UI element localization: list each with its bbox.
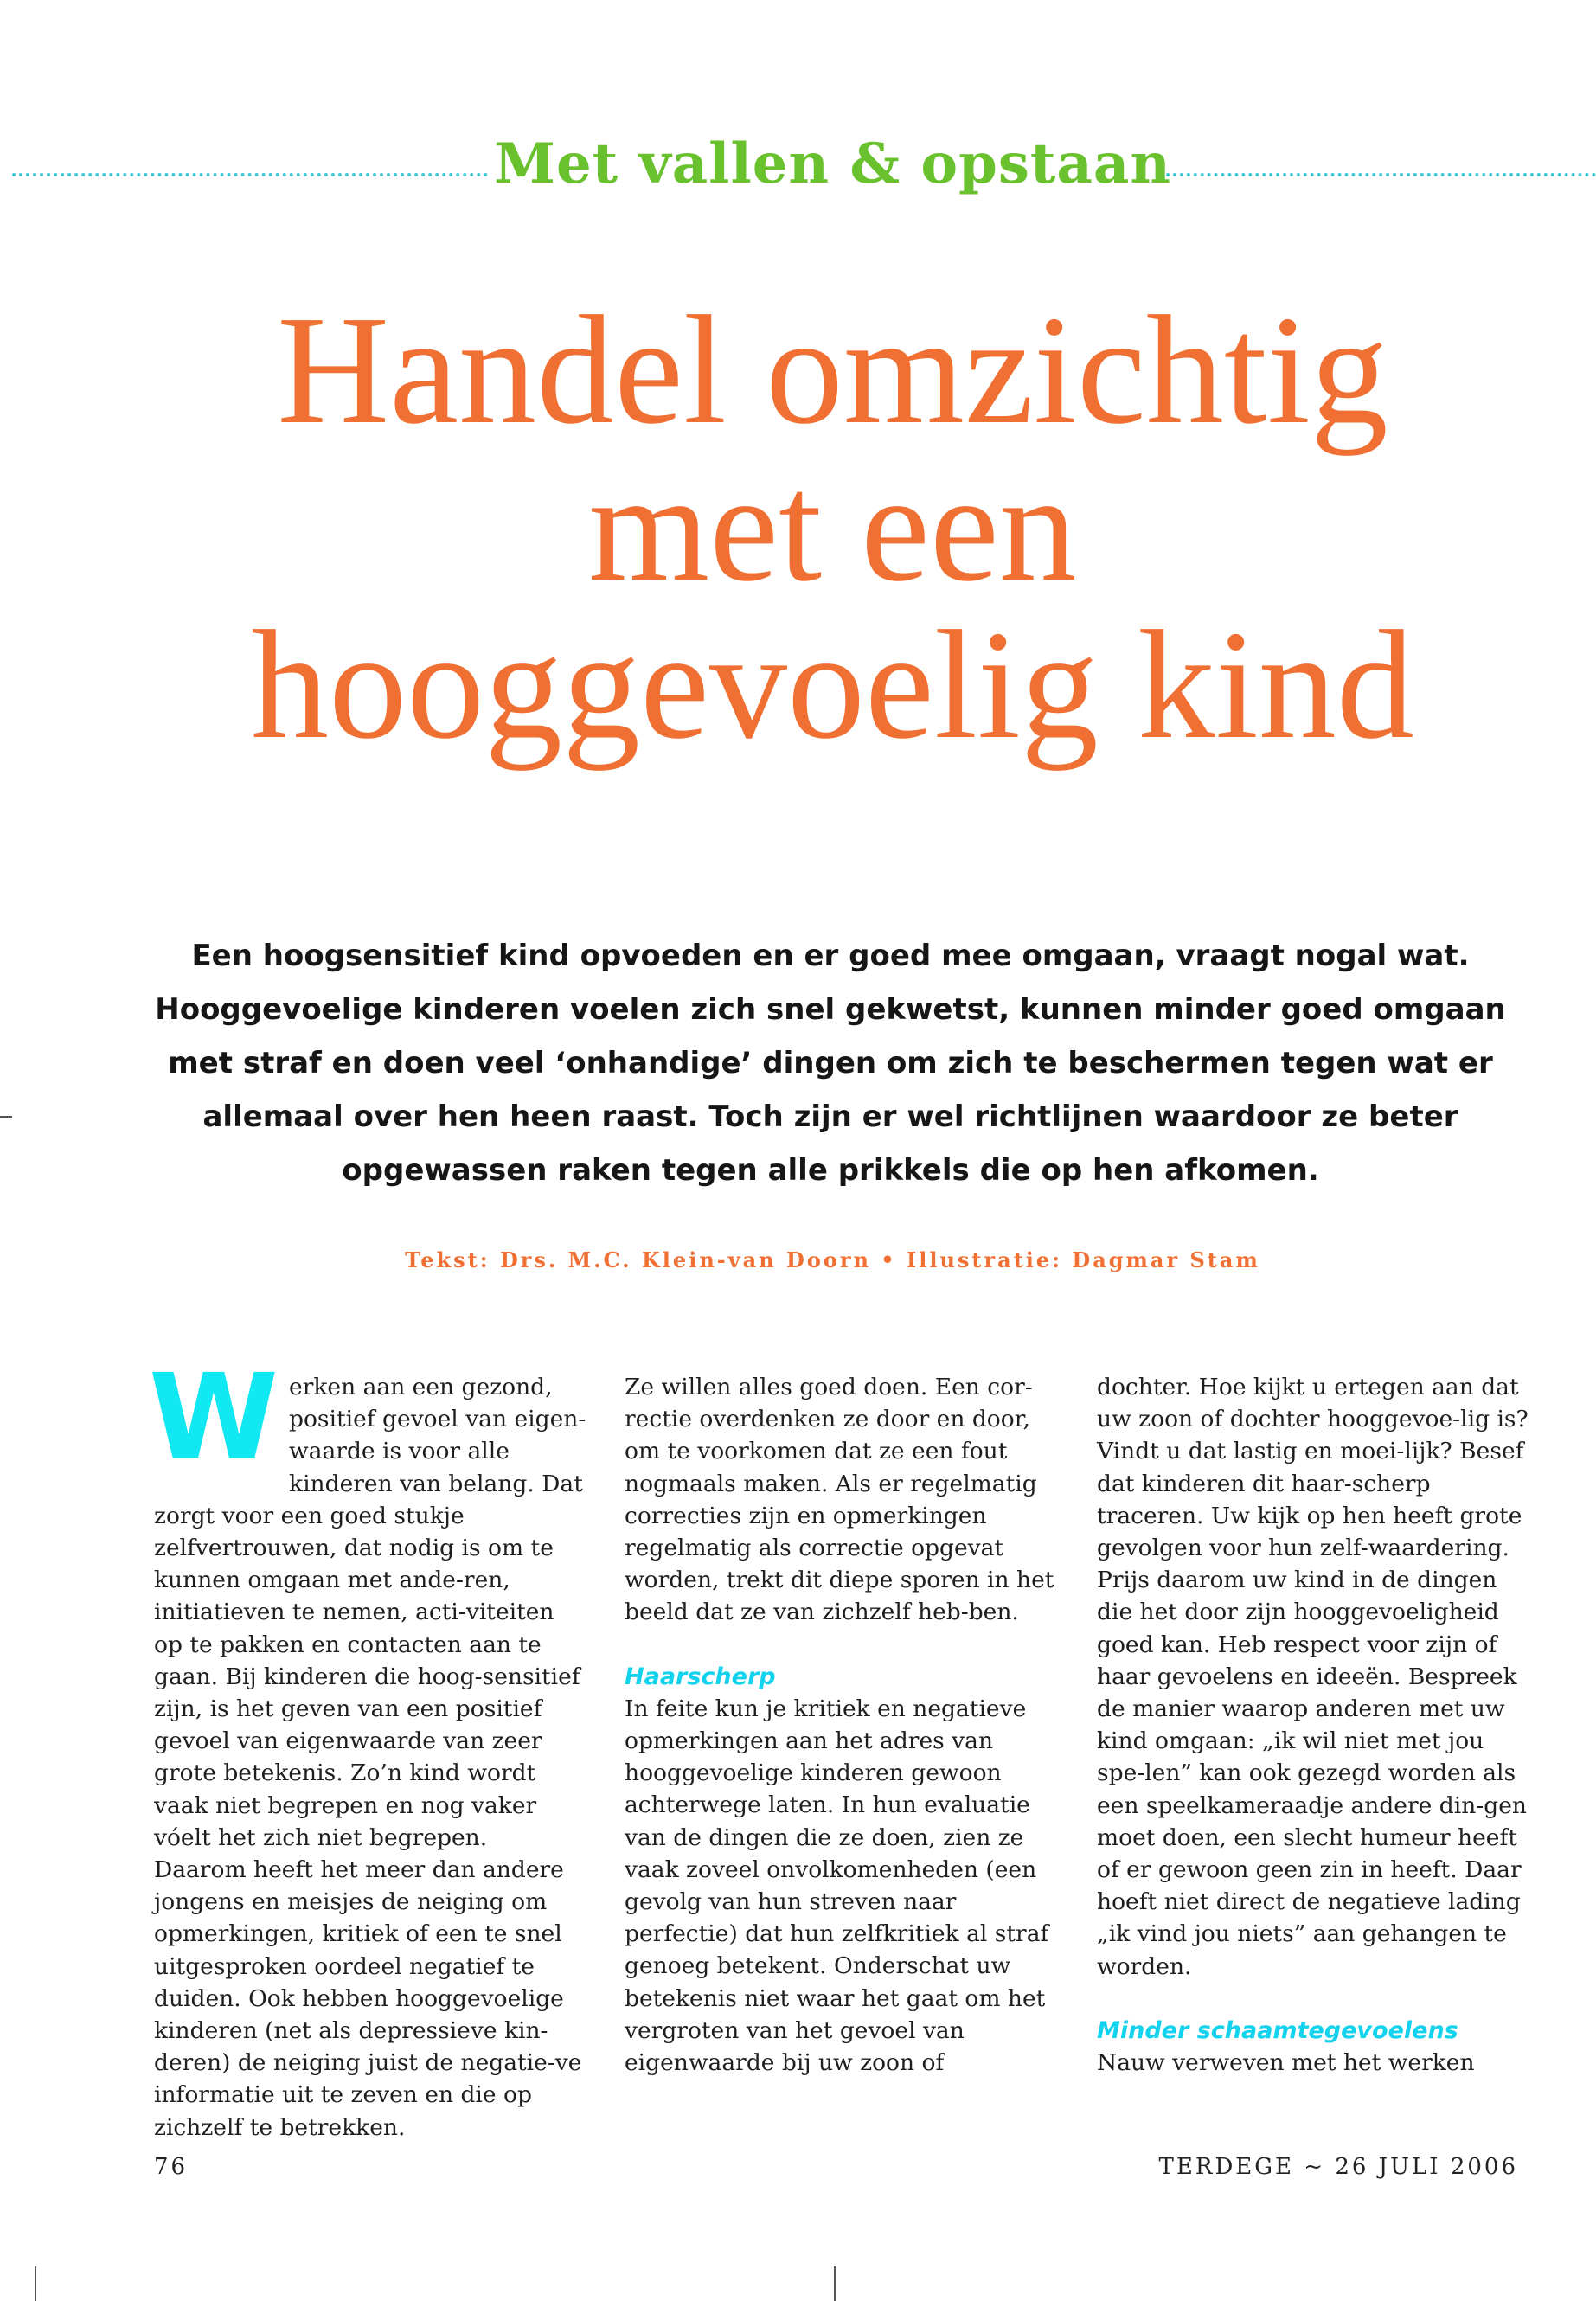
column-2-para-1: Ze willen alles goed doen. Een cor-rectie overdenken ze door en door, om te voorkomen dat ze een fout nogmaals maken. Als er regelmatig correcties zijn en opmerkingen regelmatig als correctie opgevat worden, trekt dit diepe sporen in het beeld dat ze van zichzelf heb-ben.: [625, 1374, 1054, 1626]
column-2-para-2: In feite kun je kritiek en negatieve opmerkingen aan het adres van hooggevoelige kinderen gewoon achterwege laten. In hun evaluatie van de dingen die ze doen, zien ze vaak zoveel onvolkomenheden (een gevolg van hun streven naar perfectie) dat hun zelfkritiek al straf genoeg betekent. Onderschat uw betekenis niet waar het gaat om het vergroten van het gevoel van eigenwaarde bij uw zoon of: [625, 1695, 1049, 2077]
page-number: 76: [154, 2154, 189, 2180]
publication-footer: TERDEGE ~ 26 JULI 2006: [1158, 2154, 1518, 2180]
subheading-haarscherp: Haarscherp: [625, 1663, 776, 1690]
headline-line-2: met een: [588, 441, 1077, 613]
column-1-text: erken aan een gezond, positief gevoel van eigen-waarde is voor alle kinderen van belang. Dat zorgt voor een goed stukje zelfvertrouwen, dat nodig is om te kunnen omgaan met ande-ren, initiatieven te nemen, acti-viteiten op te pakken en contacten aan te gaan. Bij kinderen die hoog-sensitief zijn, is het geven van een positief gevoel van eigenwaarde van zeer grote betekenis. Zo’n kind wordt vaak niet begrepen en nog vaker vóelt het zich niet begrepen. Daarom heeft het meer dan andere jongens en meisjes de neiging om opmerkingen, kritiek of een te snel uitgesproken oordeel negatief te duiden. Ook hebben hooggevoelige kinderen (net als depressieve kin-deren) de neiging juist de negatie-ve informatie uit te zeven en die op zichzelf te betrekken.: [154, 1374, 586, 2141]
subheading-minder-schaamtegevoelens: Minder schaamtegevoelens: [1097, 2016, 1458, 2044]
intro-paragraph: Een hoogsensitief kind opvoeden en er goed mee omgaan, vraagt nogal wat. Hooggevoelige kinderen voelen zich snel gekwetst, kunnen minder goed omgaan met straf en doen veel ‘onhandige’ dingen om zich te beschermen tegen wat er allemaal over hen heen raast. Toch zijn er wel richtlijnen waardoor ze beter opgewassen raken tegen alle prikkels die op hen afkomen.: [155, 939, 1506, 1188]
body-column-2: [625, 1371, 1057, 2079]
crop-mark-left: [0, 1116, 12, 1118]
crop-mark-bottom-left: [35, 2266, 36, 2301]
body-column-1: [149, 1349, 586, 2144]
column-3-para-1: dochter. Hoe kijkt u ertegen aan dat uw zoon of dochter hooggevoe-lig is? Vindt u dat lastig en moei-lijk? Besef dat kinderen dit haar-scherp traceren. Uw kijk op hen heeft grote gevolgen voor hun zelf-waardering. Prijs daarom uw kind in de dingen die het door zijn hooggevoeligheid goed kan. Heb respect voor zijn of haar gevoelens en ideeën. Bespreek de manier waarop anderen met uw kind omgaan: „ik wil niet met jou spe-len” kan ook gezegd worden als een speelkameraadje andere din-gen moet doen, een slecht humeur heeft of er gewoon geen zin in heeft. Daar hoeft niet direct de negatieve lading „ik vind jou niets” aan gehangen te worden.: [1097, 1374, 1529, 1980]
body-column-3: [1097, 1371, 1529, 2079]
section-label: Met vallen & opstaan: [494, 131, 1171, 196]
crop-mark-bottom-middle: [834, 2266, 836, 2301]
drop-cap: W: [149, 1349, 279, 1486]
column-3-para-2: Nauw verweven met het werken: [1097, 2049, 1475, 2077]
headline-line-1: Handel omzichtig: [277, 284, 1388, 456]
headline-line-3: hooggevoelig kind: [251, 599, 1414, 771]
credits-line: Tekst: Drs. M.C. Klein-van Doorn • Illustratie: Dagmar Stam: [405, 1247, 1260, 1272]
